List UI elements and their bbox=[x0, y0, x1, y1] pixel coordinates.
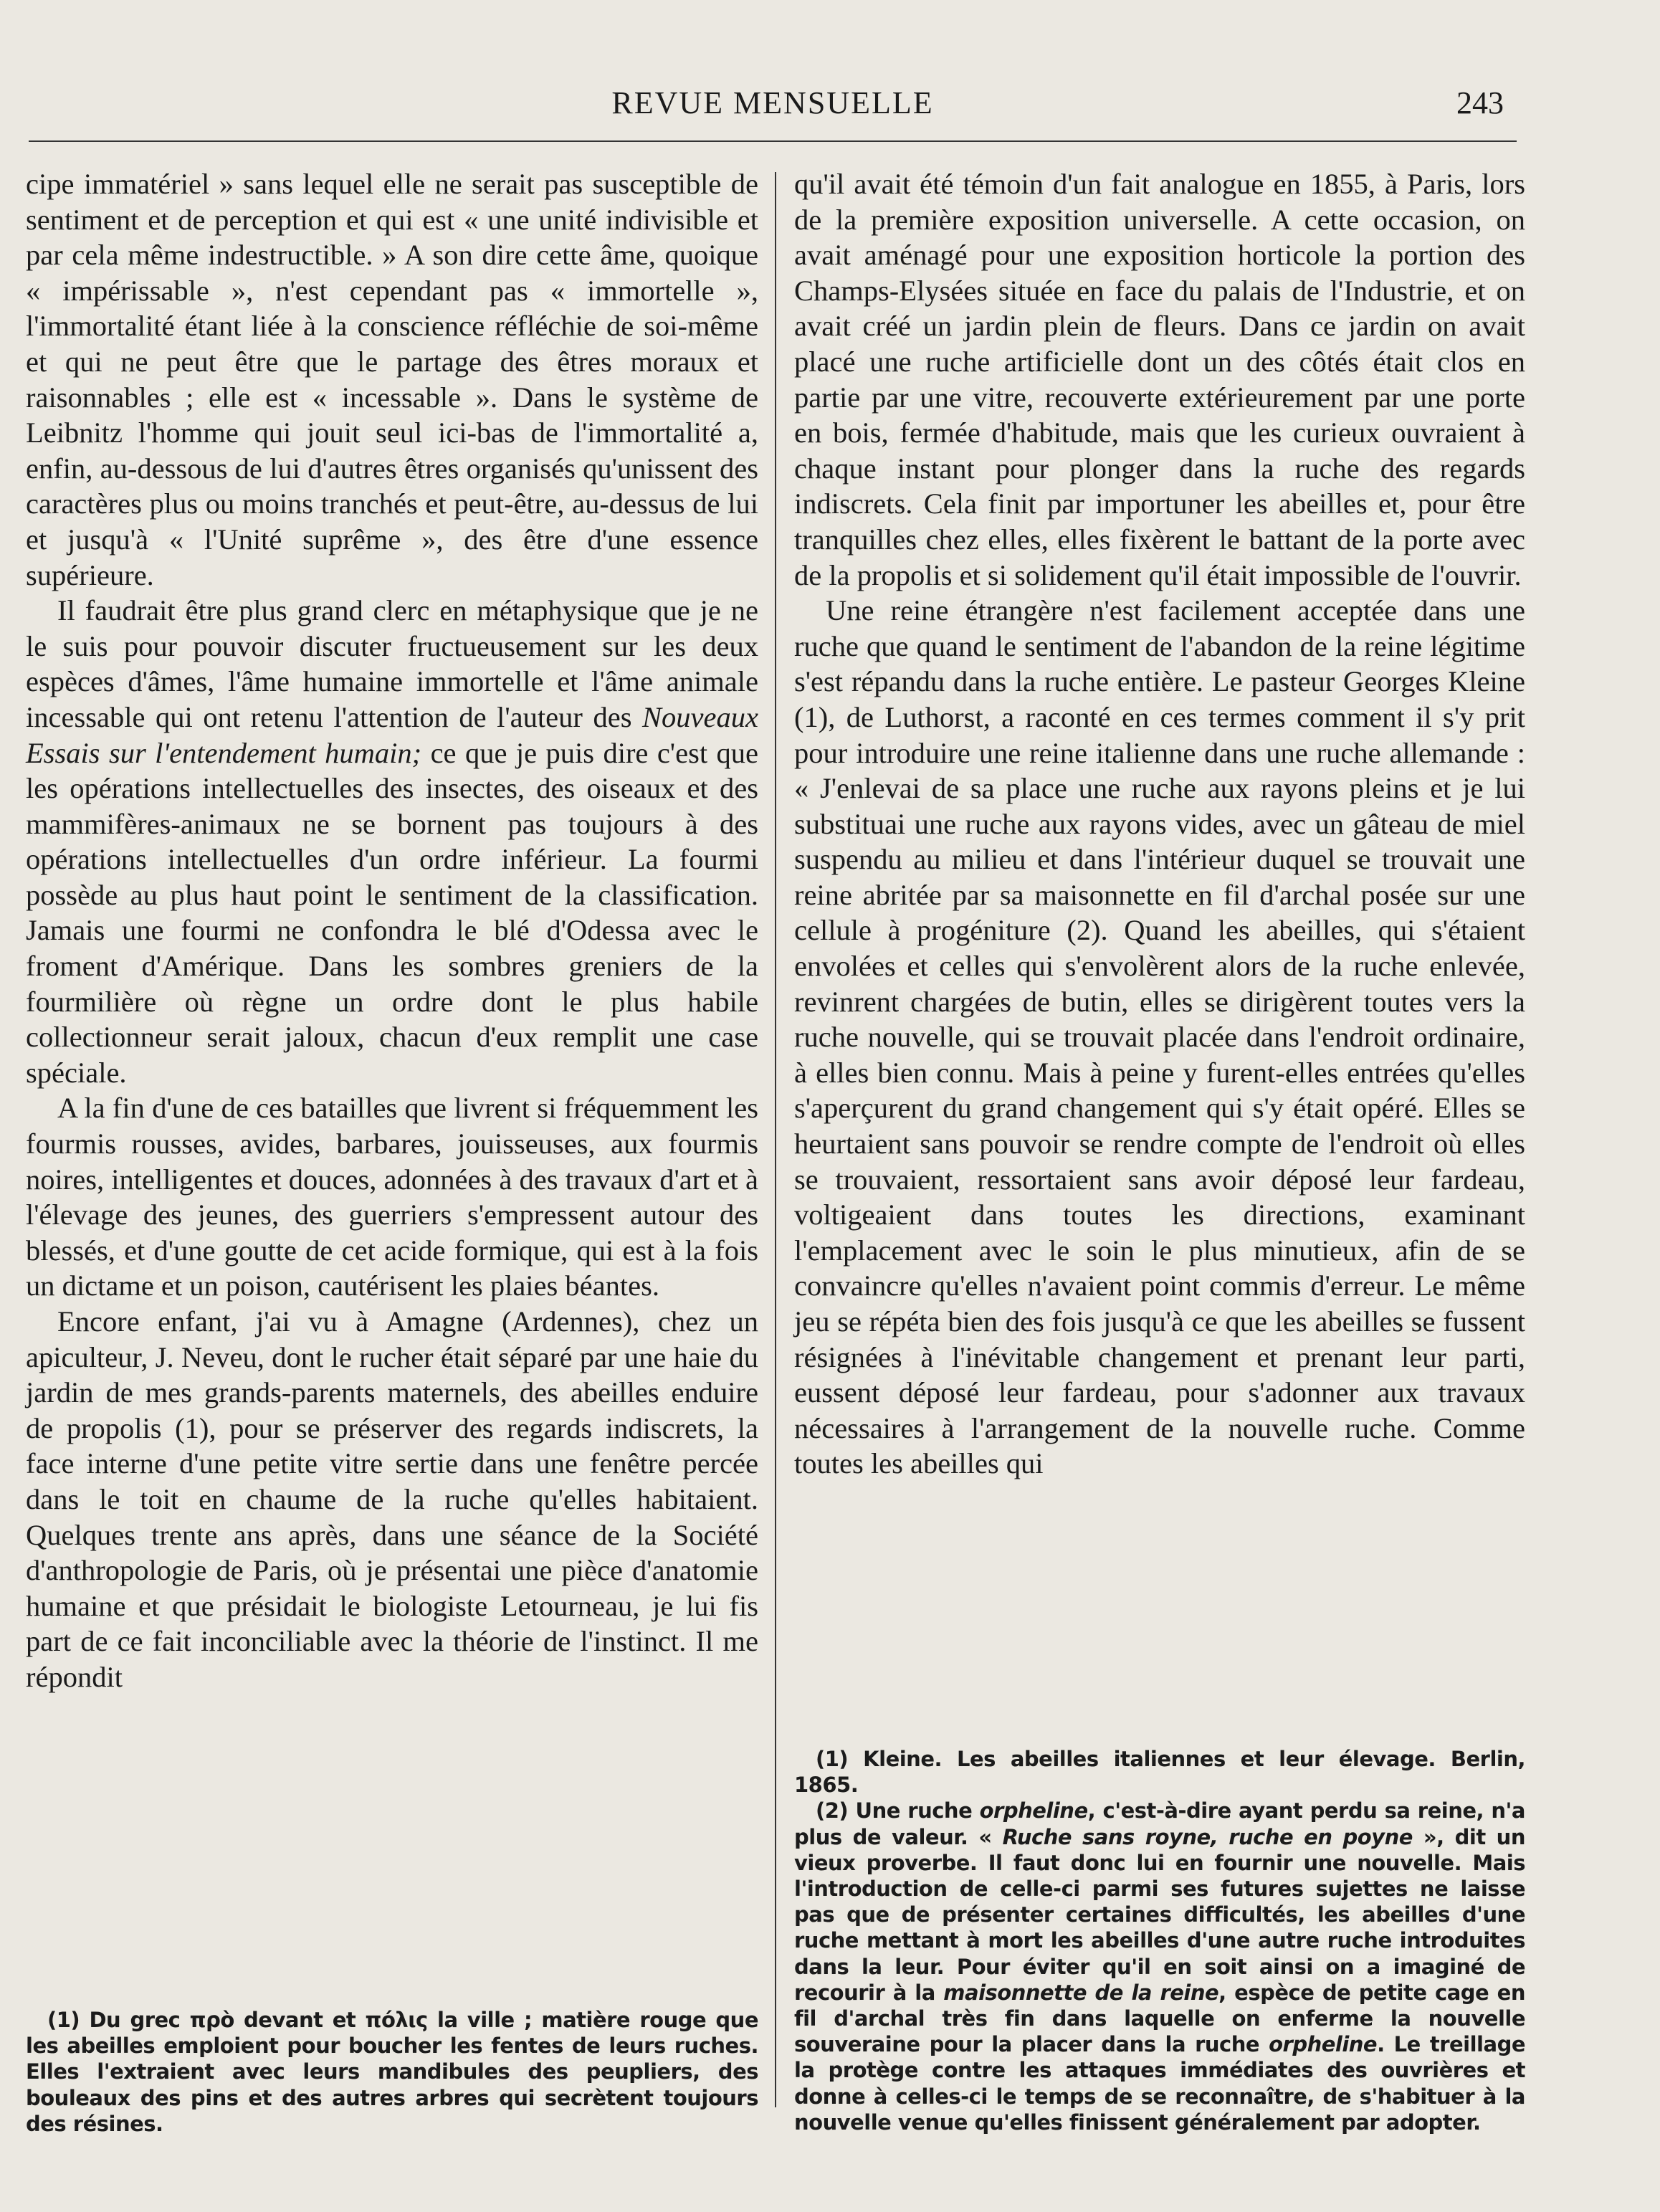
paragraph: Une reine étrangère n'est facilement acceptée dans une ruche que quand le sentiment de l'abandon de la reine légitime s'est répandu dans la ruche entière. Le pasteur Georges Kleine (1), de Luthorst, a raconté en ces termes comment il s'y prit pour introduire une reine italienne dans une ruche allemande : « J'enlevai de sa place une ruche aux rayons pleins et je lui substituai une ruche aux rayons vides, avec un gâteau de miel suspendu au milieu et dans l'intérieur duquel se trouvait une reine abritée par sa maisonnette en fil d'archal posée sur une cellule à progéniture (2). Quand les abeilles, qui s'étaient envolées et celles qui s'envolèrent alors de la ruche enlevée, revinrent chargées de butin, elles se dirigèrent toutes vers la ruche nouvelle, qui se trouvait placée dans l'endroit ordinaire, à elles bien connu. Mais à peine y furent-elles entrées qu'elles s'aperçurent du grand changement qui s'y était opéré. Elles se heurtaient sans pouvoir se rendre compte de l'endroit où elles se trouvaient, ressortaient sans avoir déposé leur fardeau, voltigeaient dans toutes les directions, examinant l'emplacement avec le soin le plus minutieux, afin de se convaincre qu'elles n'avaient point commis d'erreur. Le même jeu se répéta bien des fois jusqu'à ce que les abeilles se fussent résignées à l'inévitable changement et prenant leur parti, eussent déposé leur fardeau, pour s'adonner aux travaux nécessaires à l'arrangement de la nouvelle ruche. Comme toutes les abeilles qui bbox=[794, 594, 1525, 1480]
footnote-text: (2) Une ruche bbox=[816, 1798, 980, 1824]
left-column bbox=[26, 166, 758, 1695]
footnote-italic: orpheline bbox=[1269, 2032, 1378, 2057]
right-column bbox=[794, 166, 1525, 1482]
footnote-italic: orpheline bbox=[979, 1798, 1088, 1824]
footnote-text: , espèce de petite cage en fil d'archal très fin dans laquelle on enferme la nouvelle souveraine pour la placer dans la ruche bbox=[794, 1980, 1525, 2057]
page-header bbox=[29, 85, 1517, 156]
paragraph-text: Il faudrait être plus grand clerc en métaphysique que je ne le suis pour pouvoir discuter fructueusement sur les deux espèces d'âmes, l'âme humaine immortelle et l'âme animale incessable qui ont retenu l'attention de l'auteur des bbox=[26, 594, 758, 733]
footnotes-left bbox=[26, 2007, 758, 2137]
footnote: (1) Kleine. Les abeilles italiennes et leur élevage. Berlin, 1865. bbox=[794, 1747, 1525, 1798]
footnote-text: , c'est-à-dire ayant perdu sa reine, n'a plus de valeur. « bbox=[794, 1798, 1525, 1849]
page-number: 243 bbox=[1456, 85, 1504, 120]
paragraph: A la fin d'une de ces batailles que livrent si fréquemment les fourmis rousses, avides, barbares, jouisseuses, aux fourmis noires, intelligentes et douces, adonnées à des travaux d'art et à l'élevage des jeunes, des guerriers s'empressent autour des blessés, et d'une goutte de cet acide formique, qui est à la fois un dictame et un poison, cautérisent les plaies béantes. bbox=[26, 1092, 758, 1302]
footnote-text: », dit un vieux proverbe. Il faut donc lui en fournir une nouvelle. Mais l'introduction de celle-ci parmi ses futures sujettes ne laisse pas que de présenter certaines difficultés, les abeilles d'une ruche mettant à mort les abeilles d'une autre ruche introduites dans la leur. Pour éviter qu'il en soit ainsi on a imaginé de recourir à la bbox=[794, 1824, 1525, 2005]
footnote: (1) Du grec πρὸ devant et πόλις la ville ; matière rouge que les abeilles emploient pour boucher les fentes de leurs ruches. Elles l'extraient avec leurs mandibules des peupliers, des bouleaux des pins et des autres arbres qui secrètent toujours des résines. bbox=[26, 2008, 758, 2136]
book-title: Nouveaux Essais sur l'entendement humain; bbox=[26, 700, 758, 769]
paragraph: qu'il avait été témoin d'un fait analogue en 1855, à Paris, lors de la première exposition universelle. A cette occasion, on avait aménagé pour une exposition horticole la portion des Champs-Elysées située en face du palais de l'Industrie, et on avait créé un jardin plein de fleurs. Dans ce jardin on avait placé une ruche artificielle dont un des côtés était clos en partie par une vitre, recouverte extérieurement par une porte en bois, fermée d'habitude, mais que les curieux ouvraient à chaque instant pour plonger dans la ruche des regards indiscrets. Cela finit par importuner les abeilles et, pour être tranquilles chez elles, elles fixèrent le battant de la porte avec de la propolis et si solidement qu'il était impossible de l'ouvrir. bbox=[794, 168, 1525, 591]
column-divider bbox=[775, 172, 776, 2107]
footnote-italic: maisonnette de la reine bbox=[943, 1980, 1219, 2005]
footnotes-right bbox=[794, 1746, 1525, 2135]
paragraph bbox=[26, 593, 758, 1090]
paragraph: Encore enfant, j'ai vu à Amagne (Ardennes), chez un apiculteur, J. Neveu, dont le rucher était séparé par une haie du jardin de mes grands-parents maternels, des abeilles enduire de propolis (1), pour se préserver des regards indiscrets, la face interne d'une petite vitre sertie dans une fenêtre percée dans le toit en chaume de la ruche qu'elles habitaient. Quelques trente ans après, dans une séance de la Société d'anthropologie de Paris, où je présentai une pièce d'anatomie humaine et que présidait le biologiste Letourneau, je lui fis part de ce fait inconciliable avec la théorie de l'instinct. Il me répondit bbox=[26, 1305, 758, 1693]
running-title: REVUE MENSUELLE bbox=[611, 85, 934, 120]
header-rule bbox=[29, 140, 1517, 142]
footnote-italic: Ruche sans royne, ruche en poyne bbox=[1002, 1824, 1413, 1849]
paragraph-text: ce que je puis dire c'est que les opérations intellectuelles des insectes, des oiseaux et des mammifères-animaux ne se bornent pas toujours à des opérations intellectuelles d'un ordre inférieur. La fourmi possède au plus haut point le sentiment de la classification. Jamais une fourmi ne confondra le blé d'Odessa avec le froment d'Amérique. Dans les sombres greniers de la fourmilière où règne un ordre dont le plus habile collectionneur serait jaloux, chacun d'eux remplit une case spéciale. bbox=[26, 736, 758, 1089]
paragraph: cipe immatériel » sans lequel elle ne serait pas susceptible de sentiment et de perception et qui est « une unité indivisible et par cela même indestructible. » A son dire cette âme, quoique « impérissable », n'est cependant pas « immortelle », l'immortalité étant liée à la conscience réfléchie de soi-même et qui ne peut être que le partage des êtres moraux et raisonnables ; elle est « incessable ». Dans le système de Leibnitz l'homme qui jouit seul ici-bas de l'immortalité a, enfin, au-dessous de lui d'autres êtres organisés qu'unissent des caractères plus ou moins tranchés et peut-être, au-dessus de lui et jusqu'à « l'Unité suprême », des être d'une essence supérieure. bbox=[26, 168, 758, 591]
footnote-text: . Le treillage la protège contre les attaques immédiates des ouvrières et donne à celles-ci le temps de se reconnaître, de s'habituer à la nouvelle venue qu'elles finissent généralement par adopter. bbox=[794, 2032, 1525, 2135]
footnote bbox=[794, 1798, 1525, 2135]
